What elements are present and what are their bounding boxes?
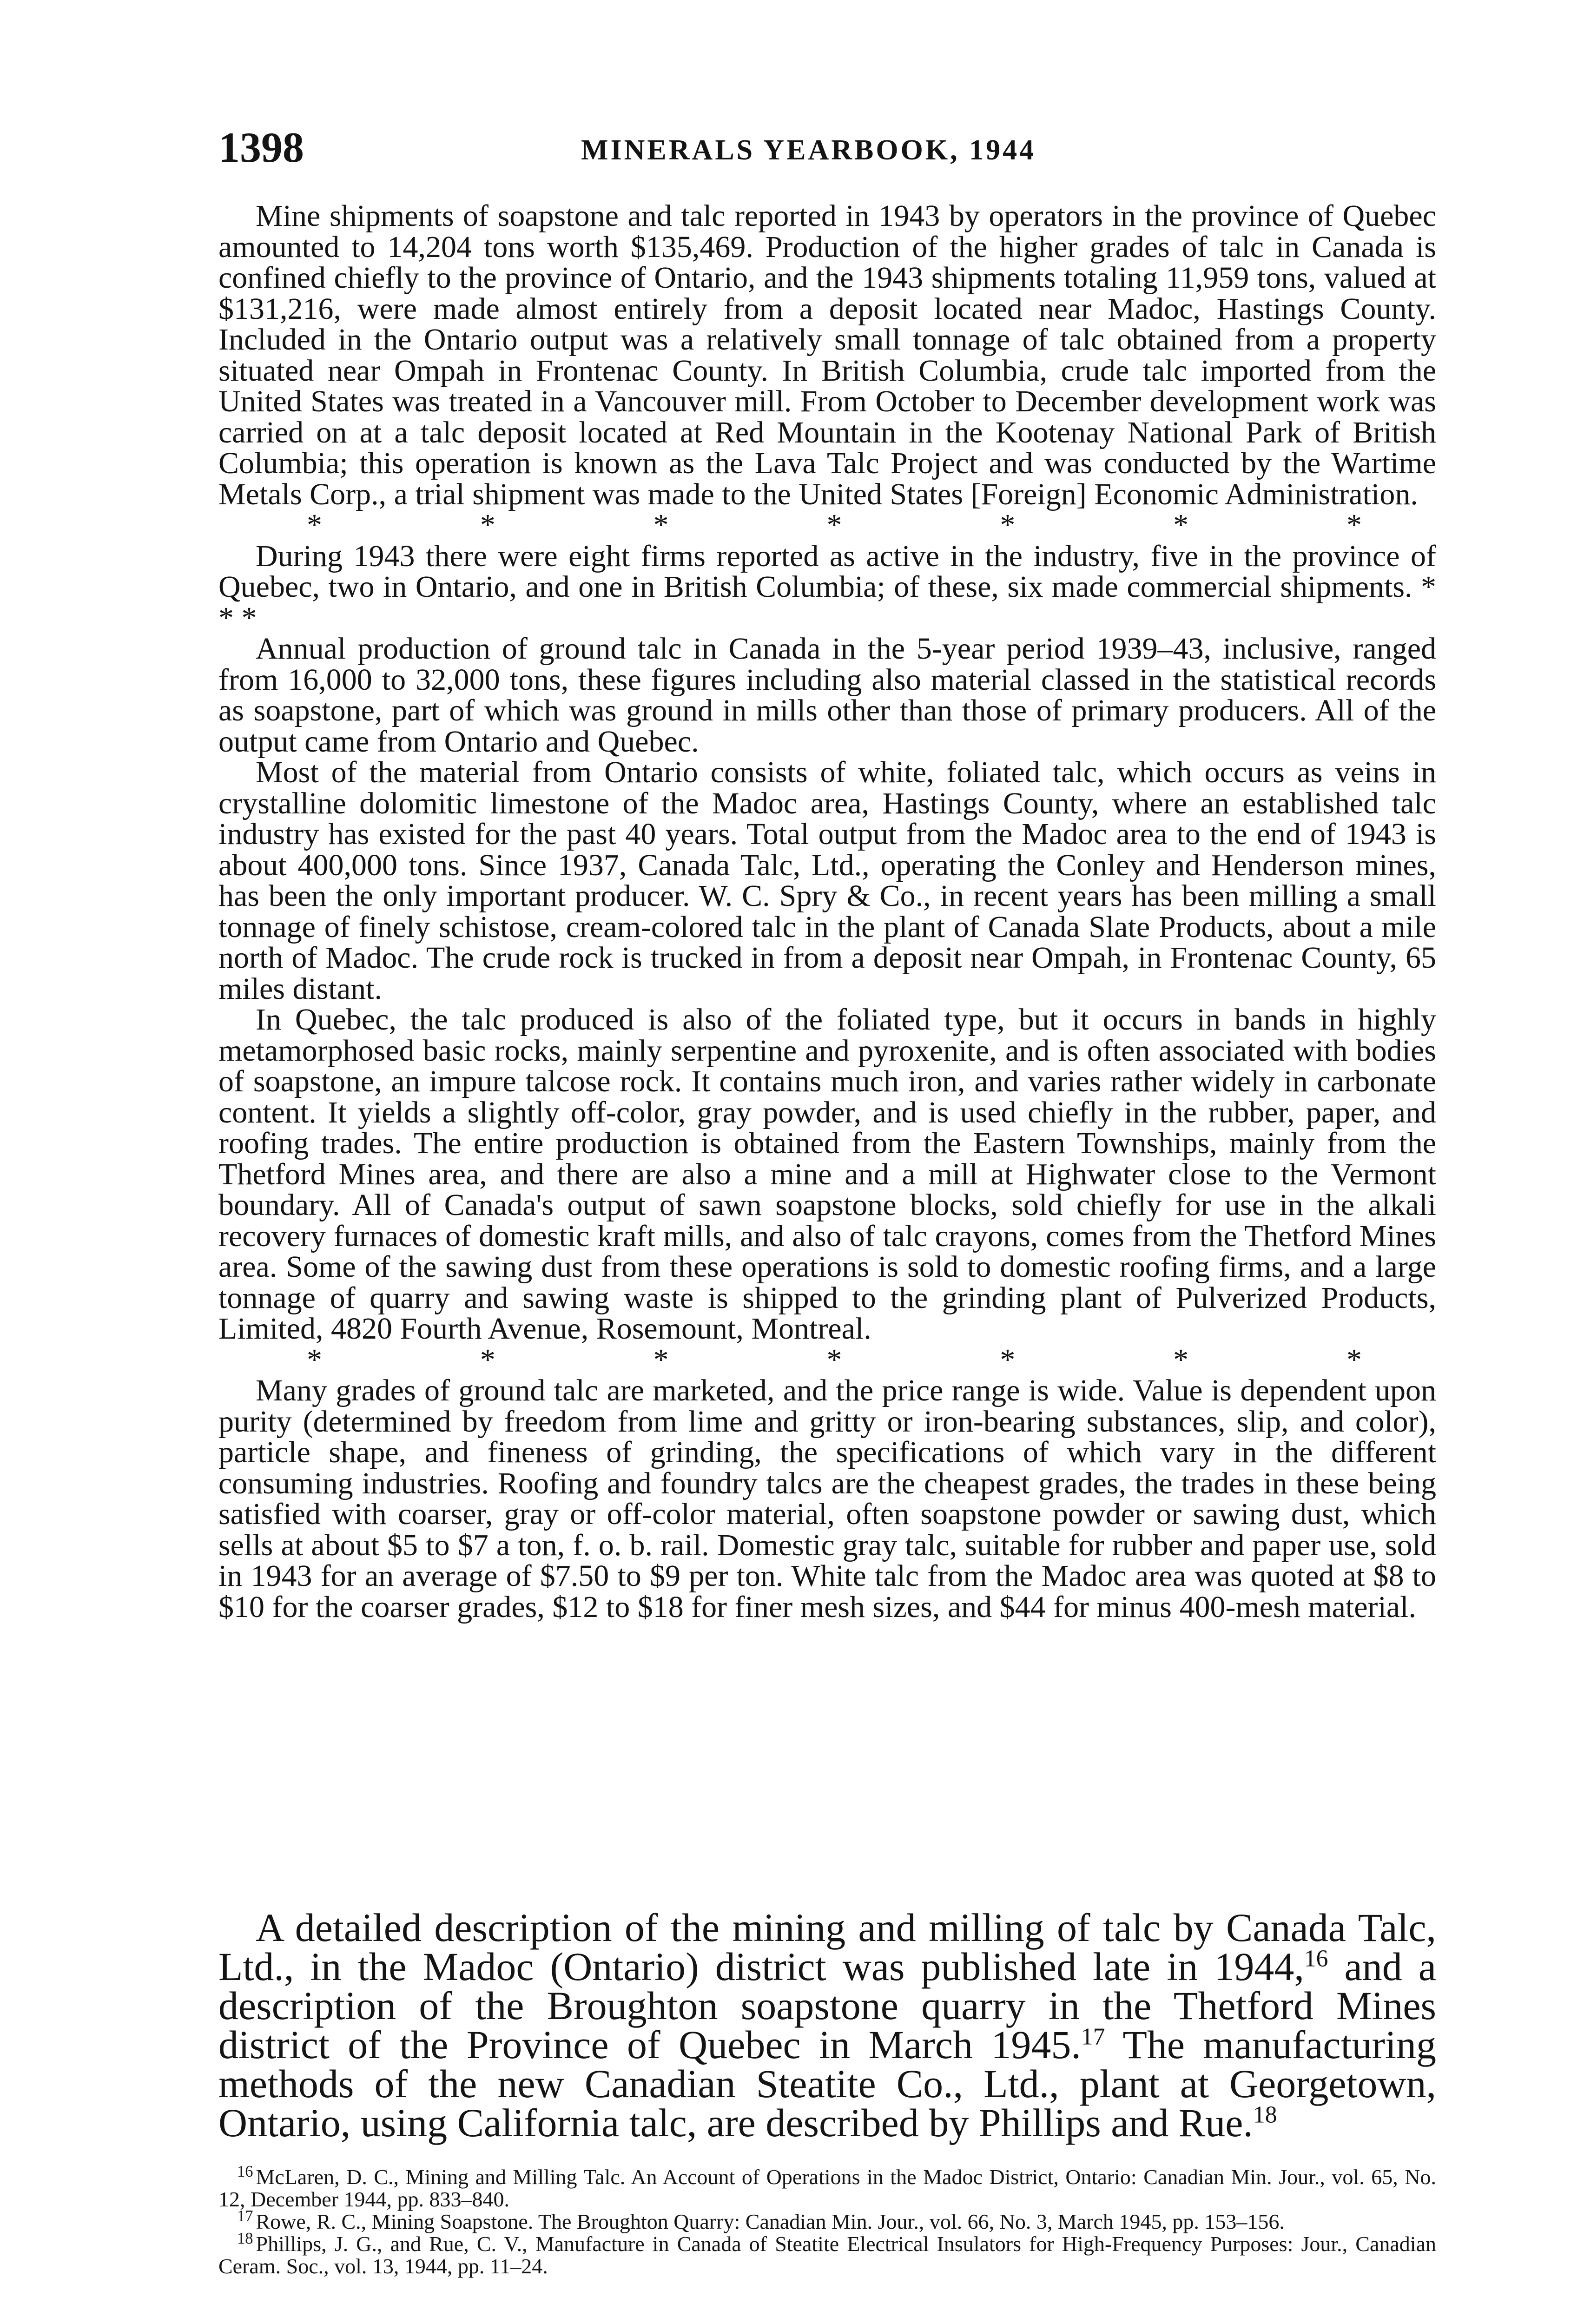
text-run: The manufacturing methods of the new Canadian Steatite Co., Ltd., plant at Georgetown, Ontario, using California talc, are described by Phillips and Rue. [218,2022,1437,2145]
paragraph: In Quebec, the talc produced is also of the foliated type, but it occurs in bands in highly metamorphosed basic rocks, mainly serpentine and pyroxenite, and is often associated with bodies of soapstone, an impure talcose rock. It contains much iron, and varies rather widely in carbonate content. It yields a slightly off-color, gray powder, and is used chiefly in the rubber, paper, and roofing trades. The entire production is obtained from the Eastern Townships, mainly from the Thetford Mines area, and there are also a mine and a mill at Highwater close to the Vermont boundary. All of Canada's output of sawn soapstone blocks, sold chiefly for use in the alkali recovery furnaces of domestic kraft mills, and also of talc crayons, comes from the Thetford Mines area. Some of the sawing dust from these operations is sold to domestic roofing firms, and a large tonnage of quarry and sawing waste is shipped to the grinding plant of Pulverized Products, Limited, 4820 Fourth Avenue, Rosemount, Montreal. [218,1003,1436,1346]
ellipsis-star: * [1000,1342,1016,1377]
ellipsis-star: * [307,508,322,542]
ellipsis-star: * [480,508,495,542]
text-run: and a description of the Broughton soapstone quarry in the Thetford Mines district of the Province of Quebec in March 1945. [218,1944,1437,2067]
body-text [218,201,1436,1623]
large-text-paragraph [218,1905,1437,2145]
running-title: MINERALS YEARBOOK, 1944 [581,134,1036,166]
footnotes [218,2162,1436,2278]
footnote-ref[interactable]: 16 [1304,1945,1328,1972]
ellipsis-star: * [826,1342,842,1377]
ellipsis-row [218,510,1436,541]
page-header [218,122,1436,173]
ellipsis-star: * [1173,508,1189,542]
paragraph: Mine shipments of soapstone and talc reported in 1943 by operators in the province of Quebec amounted to 14,204 tons worth $135,469. Production of the higher grades of talc in Canada is confined chiefly to the province of Ontario, and the 1943 shipments totaling 11,959 tons, valued at $131,216, were made almost entirely from a deposit located near Madoc, Hastings County. Included in the Ontario output was a relatively small tonnage of talc obtained from a property situated near Ompah in Frontenac County. In British Columbia, crude talc imported from the United States was treated in a Vancouver mill. From October to December development work was carried on at a talc deposit located at Red Mountain in the Kootenay National Park of British Columbia; this operation is known as the Lava Talc Project and was conducted by the Wartime Metals Corp., a trial shipment was made to the United States [Foreign] Economic Administration. [218,199,1436,511]
ellipsis-star: * [307,1342,322,1377]
footnote [218,2207,1436,2233]
footnote-ref[interactable]: 18 [1253,2101,1277,2128]
ellipsis-row [218,1342,1436,1377]
page-number: 1398 [218,124,304,171]
footnote-ref[interactable]: 17 [1081,2023,1105,2050]
paragraph: Many grades of ground talc are marketed, and the price range is wide. Value is dependent upon purity (determined by freedom from lime and gritty or iron-bearing substances, slip, and color), particle shape, and fineness of grinding, the specifications of which vary in the different consuming industries. Roofing and foundry talcs are the cheapest grades, the trades in these being satisfied with coarser, gray or off-color material, often soapstone powder or sawing dust, which sells at about $5 to $7 a ton, f. o. b. rail. Domestic gray talc, suitable for rubber and paper use, sold in 1943 for an average of $7.50 to $9 per ton. White talc from the Madoc area was quoted at $8 to $10 for the coarser grades, $12 to $18 for finer mesh sizes, and $44 for minus 400-mesh material. [218,1373,1436,1624]
ellipsis-star: * [826,508,842,542]
footnote-mark: 17 [237,2207,253,2225]
ellipsis-star: * [653,1342,669,1377]
footnote-mark: 16 [237,2162,253,2180]
footnote [218,2162,1436,2211]
paragraph: Annual production of ground talc in Canada in the 5-year period 1939–43, inclusive, ranged from 16,000 to 32,000 tons, these figures including also material classed in the statistical records as soapstone, part of which was ground in mills other than those of primary producers. All of the output came from Ontario and Quebec. [218,632,1436,759]
footnote [218,2229,1436,2278]
ellipsis-star: * [653,508,669,542]
ellipsis-star: * [1346,508,1362,542]
paragraph: Most of the material from Ontario consists of white, foliated talc, which occurs as veins in crystalline dolomitic limestone of the Madoc area, Hastings County, where an established talc industry has existed for the past 40 years. Total output from the Madoc area to the end of 1943 is about 400,000 tons. Since 1937, Canada Talc, Ltd., operating the Conley and Henderson mines, has been the only important producer. W. C. Spry & Co., in recent years has been milling a small tonnage of finely schistose, cream-colored talc in the plant of Canada Slate Products, about a mile north of Madoc. The crude rock is trucked in from a deposit near Ompah, in Frontenac County, 65 miles distant. [218,755,1436,1006]
footnote-text: Phillips, J. G., and Rue, C. V., Manufacture in Canada of Steatite Electrical Insulators for High-Frequency Purposes: Jour., Canadian Ceram. Soc., vol. 13, 1944, pp. 11–24. [218,2232,1436,2278]
footnote-text: Rowe, R. C., Mining Soapstone. The Broughton Quarry: Canadian Min. Jour., vol. 66, No. 3, March 1945, pp. 153–156. [256,2210,1285,2233]
paragraph [218,1905,1437,2145]
text-run: A detailed description of the mining and milling of talc by Canada Talc, Ltd., in the Madoc (Ontario) district was published late in 1944, [218,1905,1436,1989]
ellipsis-star: * [1346,1342,1362,1377]
footnote-mark: 18 [237,2229,253,2247]
paragraph: During 1943 there were eight firms reported as active in the industry, five in the province of Quebec, two in Ontario, and one in British Columbia; of these, six made commercial shipments. * * * [218,539,1436,635]
ellipsis-star: * [1173,1342,1189,1377]
ellipsis-star: * [480,1342,495,1377]
ellipsis-star: * [1000,508,1016,542]
footnote-text: McLaren, D. C., Mining and Milling Talc. An Account of Operations in the Madoc District, Ontario: Canadian Min. Jour., vol. 65, No. 12, December 1944, pp. 833–840. [218,2165,1436,2211]
